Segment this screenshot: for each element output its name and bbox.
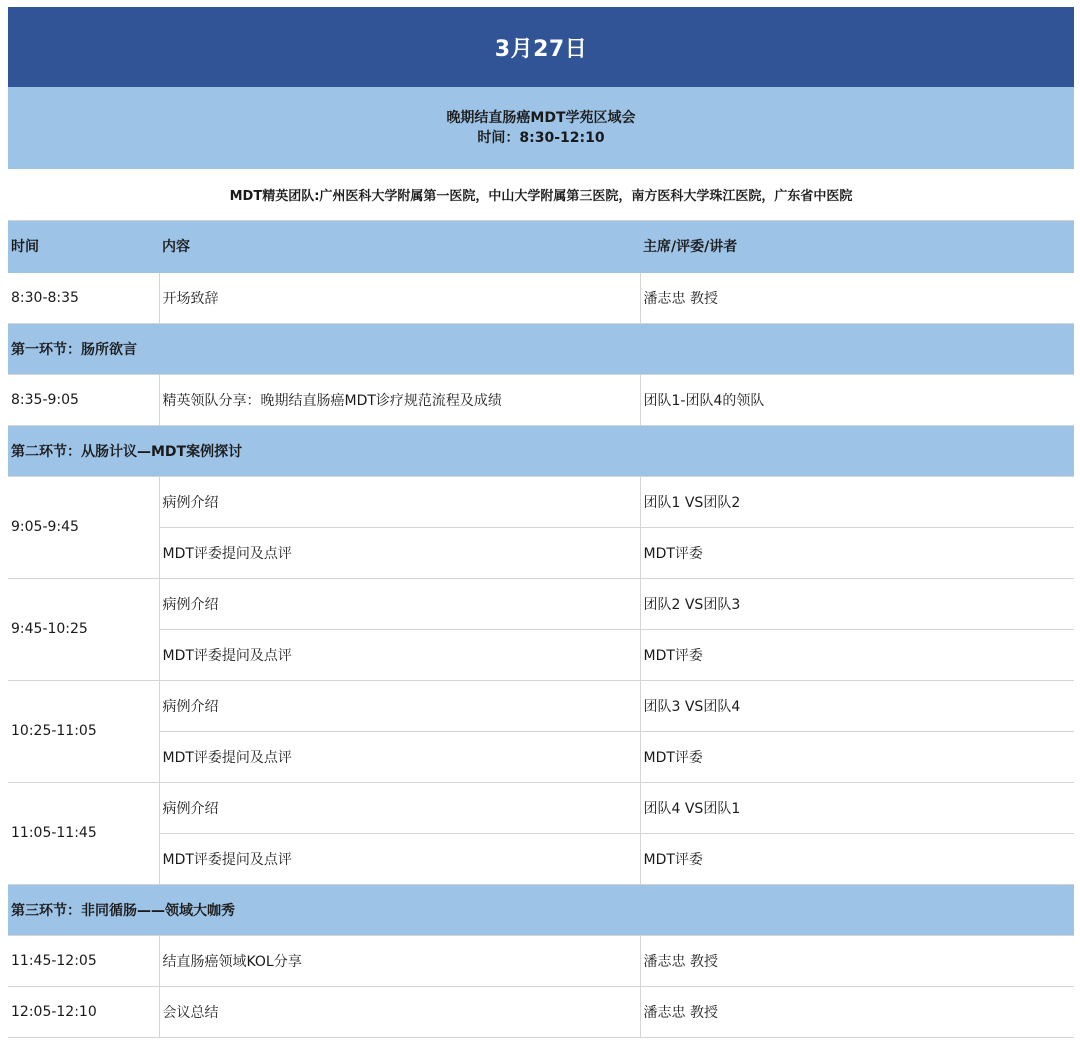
row-speaker: 潘志忠 教授 <box>640 272 1074 323</box>
row-speaker: 潘志忠 教授 <box>640 986 1074 1037</box>
row-time: 11:05-11:45 <box>8 782 159 884</box>
section-title: 第一环节：肠所欲言 <box>8 323 1074 374</box>
row-speaker: 团队2 VS团队3 <box>640 578 1074 629</box>
header-speaker: 主席/评委/讲者 <box>640 221 1074 272</box>
session-time: 时间：8:30-12:10 <box>477 130 605 146</box>
row-content: MDT评委提问及点评 <box>159 833 640 884</box>
row-content: 病例介绍 <box>159 782 640 833</box>
table-row <box>8 629 1074 680</box>
table-row <box>8 272 1074 323</box>
row-content: 结直肠癌领域KOL分享 <box>159 935 640 986</box>
row-content: 精英领队分享：晚期结直肠癌MDT诊疗规范流程及成绩 <box>159 374 640 425</box>
row-speaker: MDT评委 <box>640 731 1074 782</box>
row-content: 会议总结 <box>159 986 640 1037</box>
date-banner <box>8 7 1074 87</box>
table-row <box>8 476 1074 527</box>
row-speaker: 团队1 VS团队2 <box>640 476 1074 527</box>
section-row <box>8 323 1074 374</box>
section-row <box>8 425 1074 476</box>
row-time: 9:05-9:45 <box>8 476 159 578</box>
session-header <box>8 87 1074 169</box>
table-header-row <box>8 221 1074 272</box>
section-row <box>8 884 1074 935</box>
table-row <box>8 935 1074 986</box>
row-time: 10:25-11:05 <box>8 680 159 782</box>
row-content: 病例介绍 <box>159 476 640 527</box>
table-row <box>8 731 1074 782</box>
row-time: 9:45-10:25 <box>8 578 159 680</box>
teams-text: MDT精英团队:广州医科大学附属第一医院，中山大学附属第三医院，南方医科大学珠江医院，广东省中医院 <box>229 189 853 204</box>
row-time: 11:45-12:05 <box>8 935 159 986</box>
row-speaker: 团队4 VS团队1 <box>640 782 1074 833</box>
table-row <box>8 680 1074 731</box>
row-time: 12:05-12:10 <box>8 986 159 1037</box>
row-speaker: 团队3 VS团队4 <box>640 680 1074 731</box>
row-content: 病例介绍 <box>159 578 640 629</box>
teams-line <box>8 169 1074 221</box>
row-speaker: MDT评委 <box>640 833 1074 884</box>
agenda-sheet <box>8 7 1074 1038</box>
table-row <box>8 782 1074 833</box>
header-content: 内容 <box>159 221 640 272</box>
table-row <box>8 527 1074 578</box>
row-content: MDT评委提问及点评 <box>159 527 640 578</box>
session-title: 晚期结直肠癌MDT学苑区域会 <box>446 110 636 126</box>
row-content: 开场致辞 <box>159 272 640 323</box>
row-time: 8:30-8:35 <box>8 272 159 323</box>
row-speaker: MDT评委 <box>640 629 1074 680</box>
section-title: 第三环节：非同循肠——领域大咖秀 <box>8 884 1074 935</box>
agenda-table <box>8 221 1074 1038</box>
table-row <box>8 374 1074 425</box>
table-row <box>8 578 1074 629</box>
row-content: 病例介绍 <box>159 680 640 731</box>
header-time: 时间 <box>8 221 159 272</box>
table-row <box>8 833 1074 884</box>
row-speaker: MDT评委 <box>640 527 1074 578</box>
row-time: 8:35-9:05 <box>8 374 159 425</box>
row-content: MDT评委提问及点评 <box>159 629 640 680</box>
table-row <box>8 986 1074 1037</box>
date-title: 3月27日 <box>494 36 588 62</box>
section-title: 第二环节：从肠计议—MDT案例探讨 <box>8 425 1074 476</box>
row-speaker: 团队1-团队4的领队 <box>640 374 1074 425</box>
row-content: MDT评委提问及点评 <box>159 731 640 782</box>
row-speaker: 潘志忠 教授 <box>640 935 1074 986</box>
